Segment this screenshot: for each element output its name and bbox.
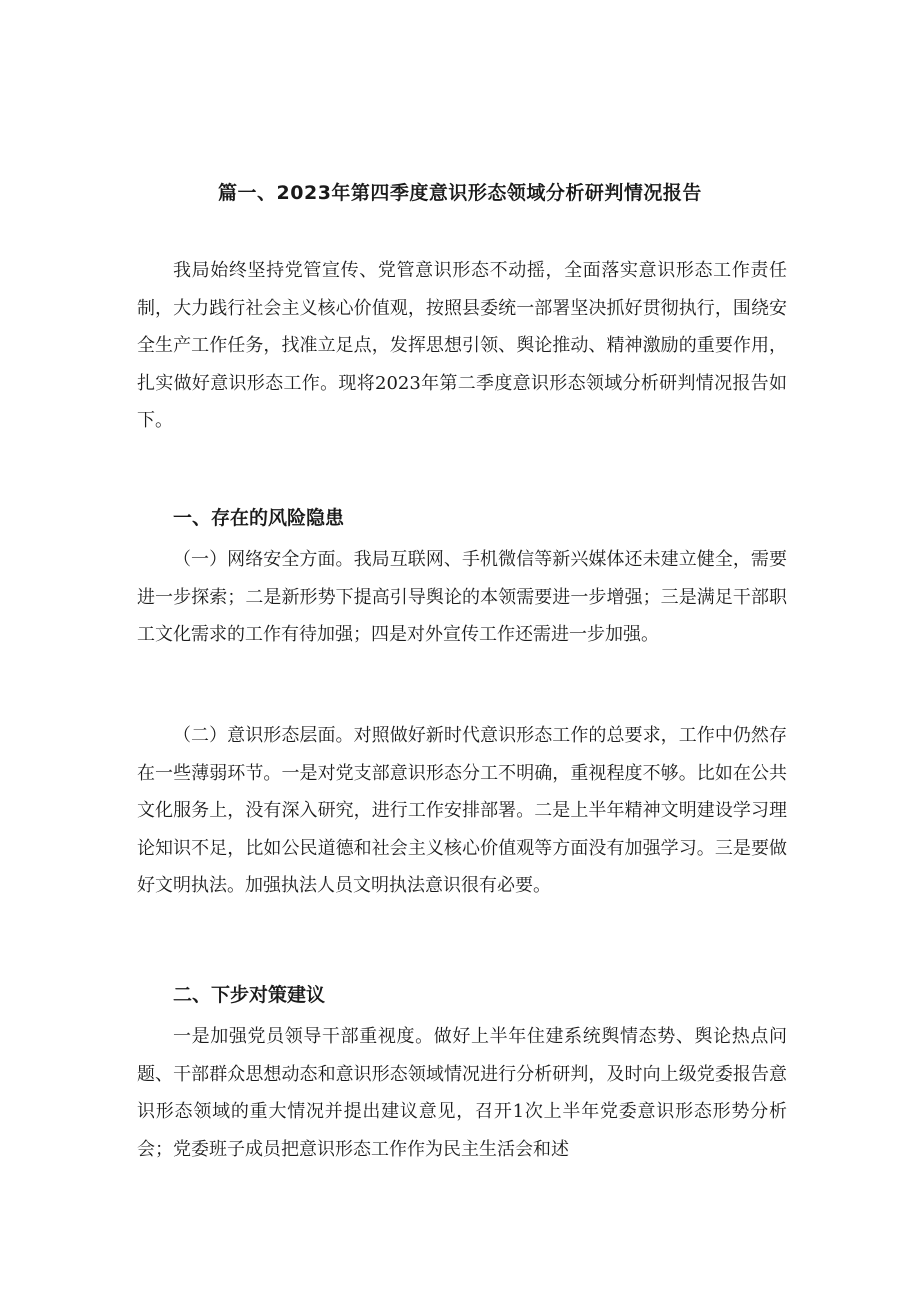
section-1-paragraph-2: （二）意识形态层面。对照做好新时代意识形态工作的总要求，工作中仍然存在一些薄弱环节。一是对党支部意识形态分工不明确，重视程度不够。比如在公共文化服务上，没有深入研究，进行工作安排部署。二是上半年精神文明建设学习理论知识不足，比如公民道德和社会主义核心价值观等方面没有加强学习。三是要做好文明执法。加强执法人员文明执法意识很有必要。 [137,725,787,896]
intro-paragraph: 我局始终坚持党管宣传、党管意识形态不动摇，全面落实意识形态工作责任制，大力践行社会主义核心价值观，按照县委统一部署坚决抓好贯彻执行，围绕安全生产工作任务，找准立足点，发挥思想引领、舆论推动、精神激励的重要作用，扎实做好意识形态工作。现将2023年第二季度意识形态领域分析研判情况报告如下。 [137,260,787,431]
section-1-heading: 一、存在的风险隐患 [173,507,345,529]
section-2-paragraph-1: 一是加强党员领导干部重视度。做好上半年住建系统舆情态势、舆论热点问题、干部群众思想动态和意识形态领域情况进行分析研判，及时向上级党委报告意识形态领域的重大情况并提出建议意见，召开1次上半年党委意识形态形势分析会；党委班子成员把意识形态工作作为民主生活会和述 [137,1026,787,1160]
section-2-heading: 二、下步对策建议 [173,984,326,1006]
document-title: 篇一、2023年第四季度意识形态领域分析研判情况报告 [218,182,702,204]
section-1-paragraph-1: （一）网络安全方面。我局互联网、手机微信等新兴媒体还未建立健全，需要进一步探索；二是新形势下提高引导舆论的本领需要进一步增强；三是满足干部职工文化需求的工作有待加强；四是对外宣传工作还需进一步加强。 [137,549,787,645]
